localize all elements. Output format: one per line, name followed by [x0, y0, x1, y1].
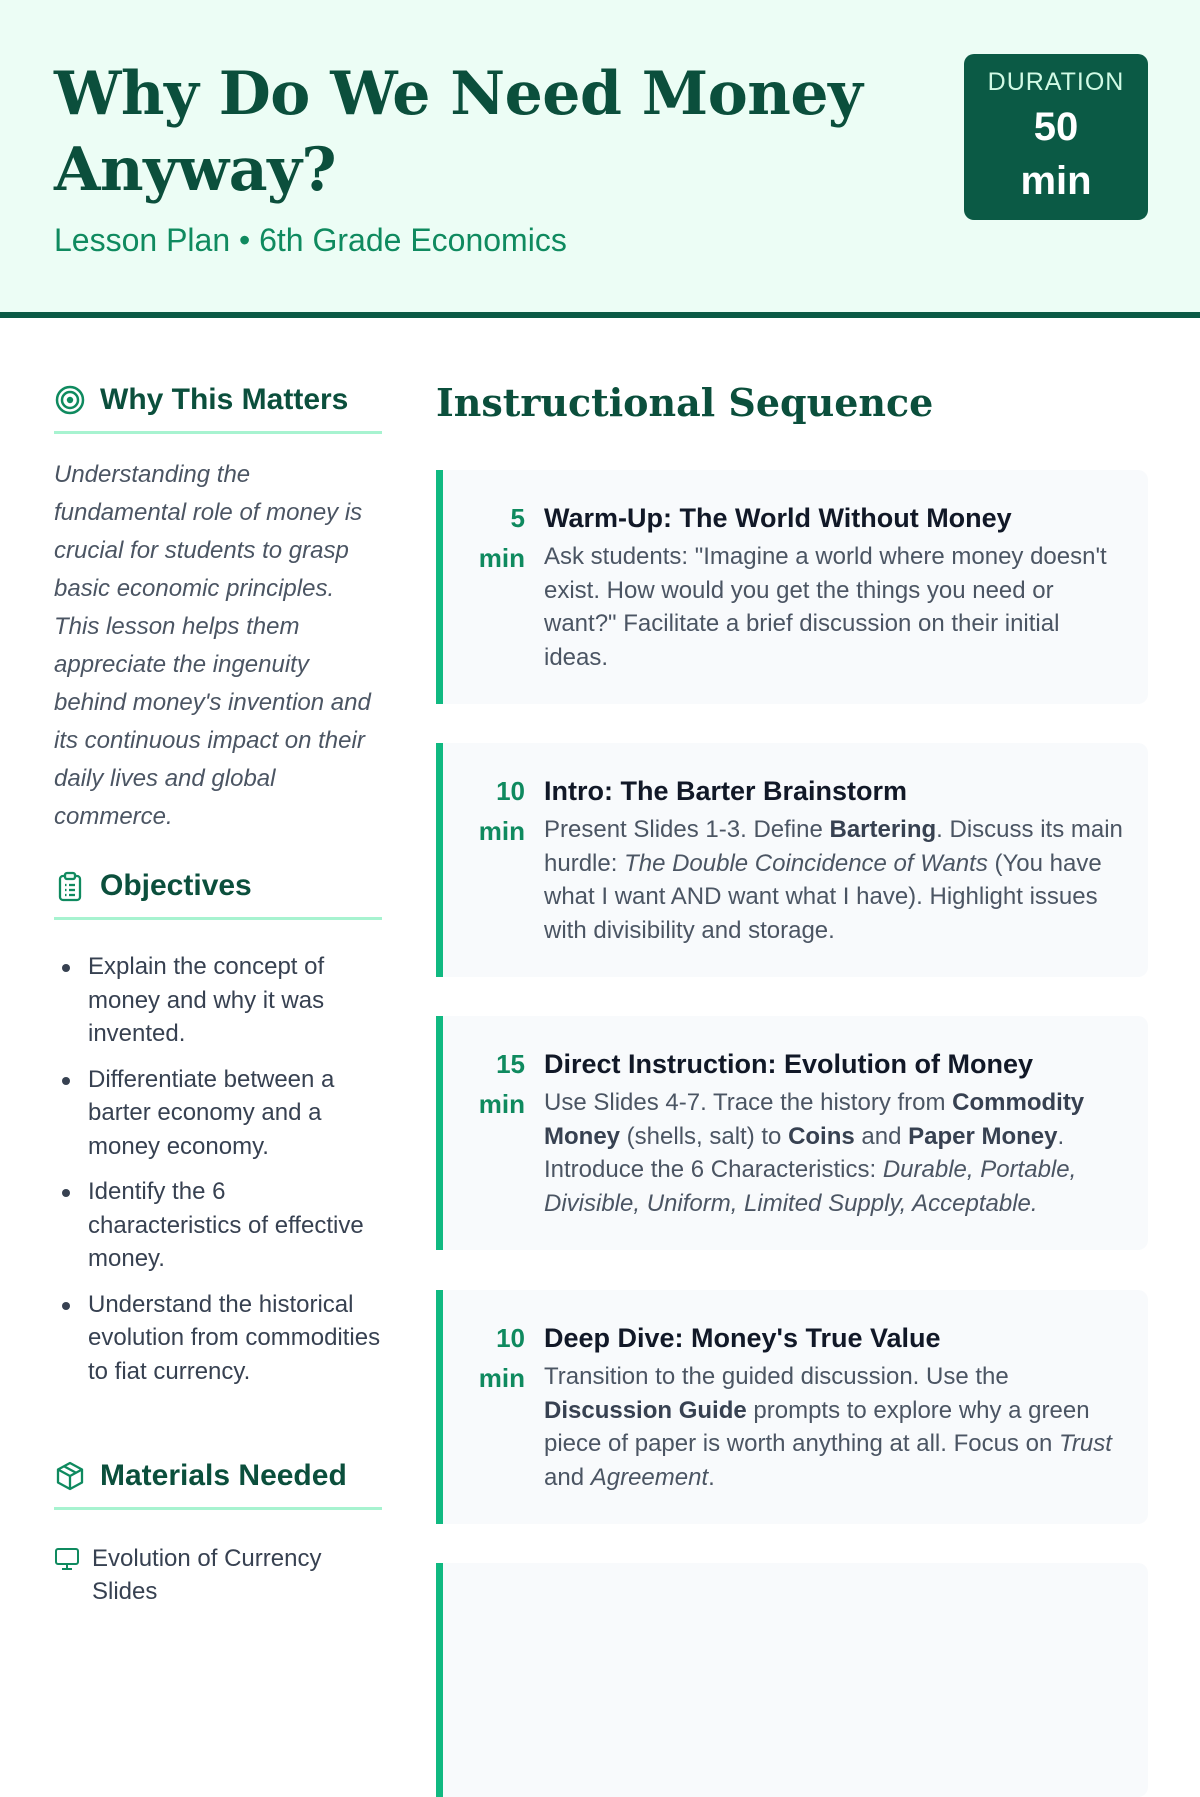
step-title: Deep Dive: Money's True Value: [544, 1323, 941, 1353]
desc-run: Bartering: [829, 816, 937, 843]
desc-run: Trust: [1058, 1430, 1112, 1457]
step-unit: min: [478, 543, 525, 573]
step-unit: min: [478, 1089, 525, 1119]
desc-run: and: [544, 1463, 591, 1491]
duration-badge: [964, 54, 1148, 220]
desc-run: . Discuss its main hurdle:: [544, 816, 1123, 877]
step-description: [544, 813, 1124, 947]
desc-run: The Double Coincidence of Wants: [624, 849, 988, 877]
duration-value: 50: [1033, 105, 1079, 149]
materials-title: Materials Needed: [100, 1459, 347, 1492]
list-item: Identify the 6 characteristics of effective money.: [54, 1175, 384, 1276]
desc-run: Durable, Portable, Divisible, Uniform, Limited Supply, Acceptable.: [544, 1156, 1077, 1217]
desc-run: (You have what I want AND want what I have). Highlight issues with divisibility and storage.: [544, 849, 1102, 944]
step-description: [544, 540, 1124, 674]
sequence-step: [436, 1016, 1148, 1250]
desc-run: (shells, salt) to: [620, 1122, 789, 1150]
desc-run: Commodity Money: [544, 1089, 1085, 1150]
objectives-list: [54, 950, 384, 1400]
desc-run: Coins: [788, 1122, 855, 1150]
step-minutes: 10: [496, 1323, 525, 1353]
desc-run: Present Slides 1-3. Define: [544, 816, 830, 843]
section-title: Instructional Sequence: [436, 380, 934, 425]
step-title: Intro: The Barter Brainstorm: [544, 776, 908, 806]
why-matters-text: Understanding the fundamental role of money is crucial for students to grasp basic economic principles. This lesson helps them appreciate the ingenuity behind money's invention and its continuous impact on their daily lives and global commerce.: [54, 461, 371, 830]
why-matters-title: Why This Matters: [100, 383, 349, 416]
desc-run: Agreement: [590, 1463, 709, 1491]
desc-run: Ask students: "Imagine a world where money doesn't exist. How would you get the things you need or want?" Facilitate a brief discussion on their initial ideas.: [544, 543, 1107, 671]
desc-run: prompts to explore why a green piece of paper is worth anything at all. Focus on: [544, 1396, 1090, 1457]
objectives-heading: [54, 866, 382, 920]
step-unit: min: [478, 1363, 525, 1393]
step-description: [544, 1360, 1124, 1494]
step-minutes: 15: [496, 1049, 525, 1079]
duration-unit: min: [1020, 159, 1092, 203]
sequence-step: [436, 470, 1148, 704]
desc-run: Use Slides 4-7. Trace the history from: [544, 1089, 953, 1116]
duration-label: DURATION: [987, 68, 1125, 96]
step-minutes: 5: [510, 503, 525, 533]
lesson-header: [0, 0, 1200, 318]
desc-run: .: [708, 1463, 715, 1491]
material-label: Evolution of Currency Slides: [92, 1545, 322, 1605]
sequence-step: [436, 743, 1148, 977]
step-description: [544, 1086, 1124, 1220]
desc-run: Paper Money: [908, 1122, 1058, 1150]
sequence-step: [436, 1290, 1148, 1524]
monitor-icon: [54, 1546, 80, 1572]
desc-run: Transition to the guided discussion. Use the: [544, 1363, 1009, 1390]
clipboard-icon: [54, 870, 86, 902]
list-item: Explain the concept of money and why it was invented.: [54, 950, 384, 1051]
why-matters-heading: [54, 380, 382, 434]
package-icon: [54, 1460, 86, 1492]
step-minutes: 10: [496, 776, 525, 806]
target-icon: [54, 384, 86, 416]
objectives-title: Objectives: [100, 869, 252, 902]
step-title: Warm-Up: The World Without Money: [544, 503, 1012, 533]
list-item: Differentiate between a barter economy and a money economy.: [54, 1063, 384, 1164]
list-item: Understand the historical evolution from commodities to fiat currency.: [54, 1288, 384, 1389]
page-subtitle: Lesson Plan • 6th Grade Economics: [54, 222, 567, 258]
materials-heading: [54, 1456, 382, 1510]
page-title: Why Do We Need Money Anyway?: [54, 59, 863, 205]
sequence-step: [436, 1563, 1148, 1797]
desc-run: . Introduce the 6 Characteristics:: [544, 1122, 1065, 1183]
desc-run: Discussion Guide: [544, 1396, 747, 1424]
desc-run: and: [854, 1122, 909, 1150]
step-unit: min: [478, 816, 525, 846]
step-title: Direct Instruction: Evolution of Money: [544, 1049, 1034, 1079]
